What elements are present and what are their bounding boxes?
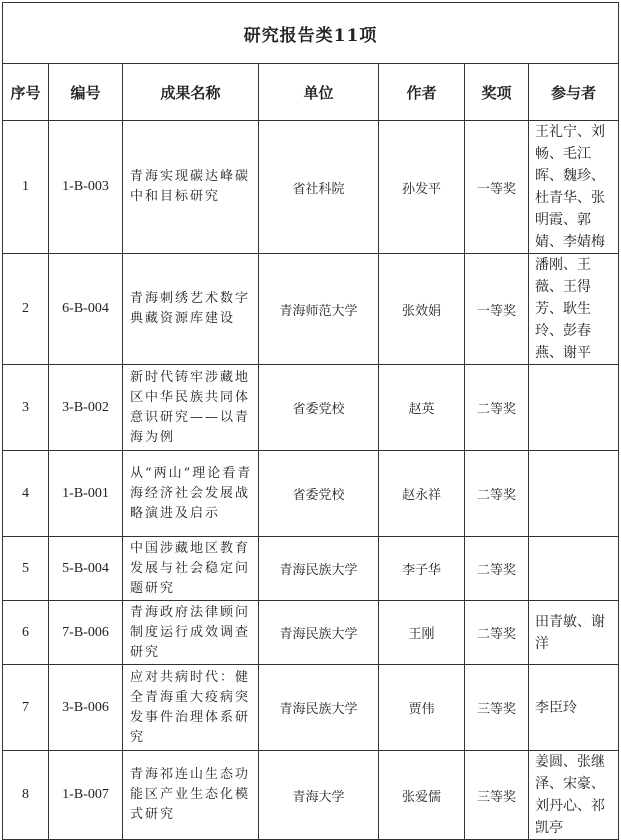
row-participants: 潘刚、王薇、王得芳、耿生玲、彭春燕、谢平 — [529, 254, 619, 365]
row-award: 一等奖 — [465, 254, 529, 365]
row-seq: 2 — [3, 254, 49, 365]
header-seq: 序号 — [3, 64, 49, 121]
header-unit: 单位 — [259, 64, 379, 121]
row-award: 二等奖 — [465, 537, 529, 601]
table-row — [3, 121, 619, 254]
row-title: 中国涉藏地区教育发展与社会稳定问题研究 — [123, 537, 259, 601]
header-participants: 参与者 — [529, 64, 619, 121]
row-unit: 青海民族大学 — [259, 601, 379, 665]
row-seq: 6 — [3, 601, 49, 665]
awards-table — [2, 2, 619, 840]
table-row — [3, 601, 619, 665]
row-participants: 姜圆、张继泽、宋豪、刘丹心、祁凯亭 — [529, 751, 619, 840]
row-award: 二等奖 — [465, 451, 529, 537]
row-author: 王刚 — [379, 601, 465, 665]
table-row — [3, 665, 619, 751]
row-participants — [529, 451, 619, 537]
row-title: 青海刺绣艺术数字典藏资源库建设 — [123, 254, 259, 365]
row-participants — [529, 365, 619, 451]
row-seq: 1 — [3, 121, 49, 254]
row-unit: 青海民族大学 — [259, 665, 379, 751]
table-row — [3, 365, 619, 451]
row-code: 3-B-006 — [49, 665, 123, 751]
table-row — [3, 254, 619, 365]
row-seq: 5 — [3, 537, 49, 601]
row-unit: 省委党校 — [259, 451, 379, 537]
row-code: 1-B-007 — [49, 751, 123, 840]
row-unit: 青海民族大学 — [259, 537, 379, 601]
row-title: 青海祁连山生态功能区产业生态化模式研究 — [123, 751, 259, 840]
row-author: 贾伟 — [379, 665, 465, 751]
title-row — [3, 3, 619, 64]
header-author: 作者 — [379, 64, 465, 121]
row-seq: 8 — [3, 751, 49, 840]
row-unit: 青海师范大学 — [259, 254, 379, 365]
row-code: 3-B-002 — [49, 365, 123, 451]
row-author: 赵英 — [379, 365, 465, 451]
table-row — [3, 451, 619, 537]
row-code: 1-B-003 — [49, 121, 123, 254]
row-award: 三等奖 — [465, 751, 529, 840]
table-title: 研究报告类11项 — [3, 3, 619, 64]
row-author: 张爱儒 — [379, 751, 465, 840]
header-title: 成果名称 — [123, 64, 259, 121]
row-code: 7-B-006 — [49, 601, 123, 665]
row-author: 张效娟 — [379, 254, 465, 365]
row-unit: 省社科院 — [259, 121, 379, 254]
row-code: 6-B-004 — [49, 254, 123, 365]
row-title: 青海实现碳达峰碳中和目标研究 — [123, 121, 259, 254]
row-title: 应对共病时代：健全青海重大疫病突发事件治理体系研究 — [123, 665, 259, 751]
row-author: 赵永祥 — [379, 451, 465, 537]
row-author: 孙发平 — [379, 121, 465, 254]
header-code: 编号 — [49, 64, 123, 121]
header-award: 奖项 — [465, 64, 529, 121]
row-seq: 7 — [3, 665, 49, 751]
row-unit: 青海大学 — [259, 751, 379, 840]
row-seq: 3 — [3, 365, 49, 451]
row-award: 一等奖 — [465, 121, 529, 254]
table-row — [3, 751, 619, 840]
row-author: 李子华 — [379, 537, 465, 601]
row-award: 二等奖 — [465, 601, 529, 665]
row-award: 三等奖 — [465, 665, 529, 751]
row-code: 5-B-004 — [49, 537, 123, 601]
row-code: 1-B-001 — [49, 451, 123, 537]
row-title: 新时代铸牢涉藏地区中华民族共同体意识研究——以青海为例 — [123, 365, 259, 451]
row-unit: 省委党校 — [259, 365, 379, 451]
row-title: 从“两山”理论看青海经济社会发展战略演进及启示 — [123, 451, 259, 537]
table-row — [3, 537, 619, 601]
row-participants — [529, 537, 619, 601]
row-participants: 李臣玲 — [529, 665, 619, 751]
document-page — [2, 2, 618, 840]
row-participants: 田青敏、谢洋 — [529, 601, 619, 665]
row-title: 青海政府法律顾问制度运行成效调查研究 — [123, 601, 259, 665]
row-award: 二等奖 — [465, 365, 529, 451]
row-participants: 王礼宁、刘畅、毛江晖、魏珍、杜青华、张明霞、郭婧、李婧梅 — [529, 121, 619, 254]
header-row — [3, 64, 619, 121]
row-seq: 4 — [3, 451, 49, 537]
